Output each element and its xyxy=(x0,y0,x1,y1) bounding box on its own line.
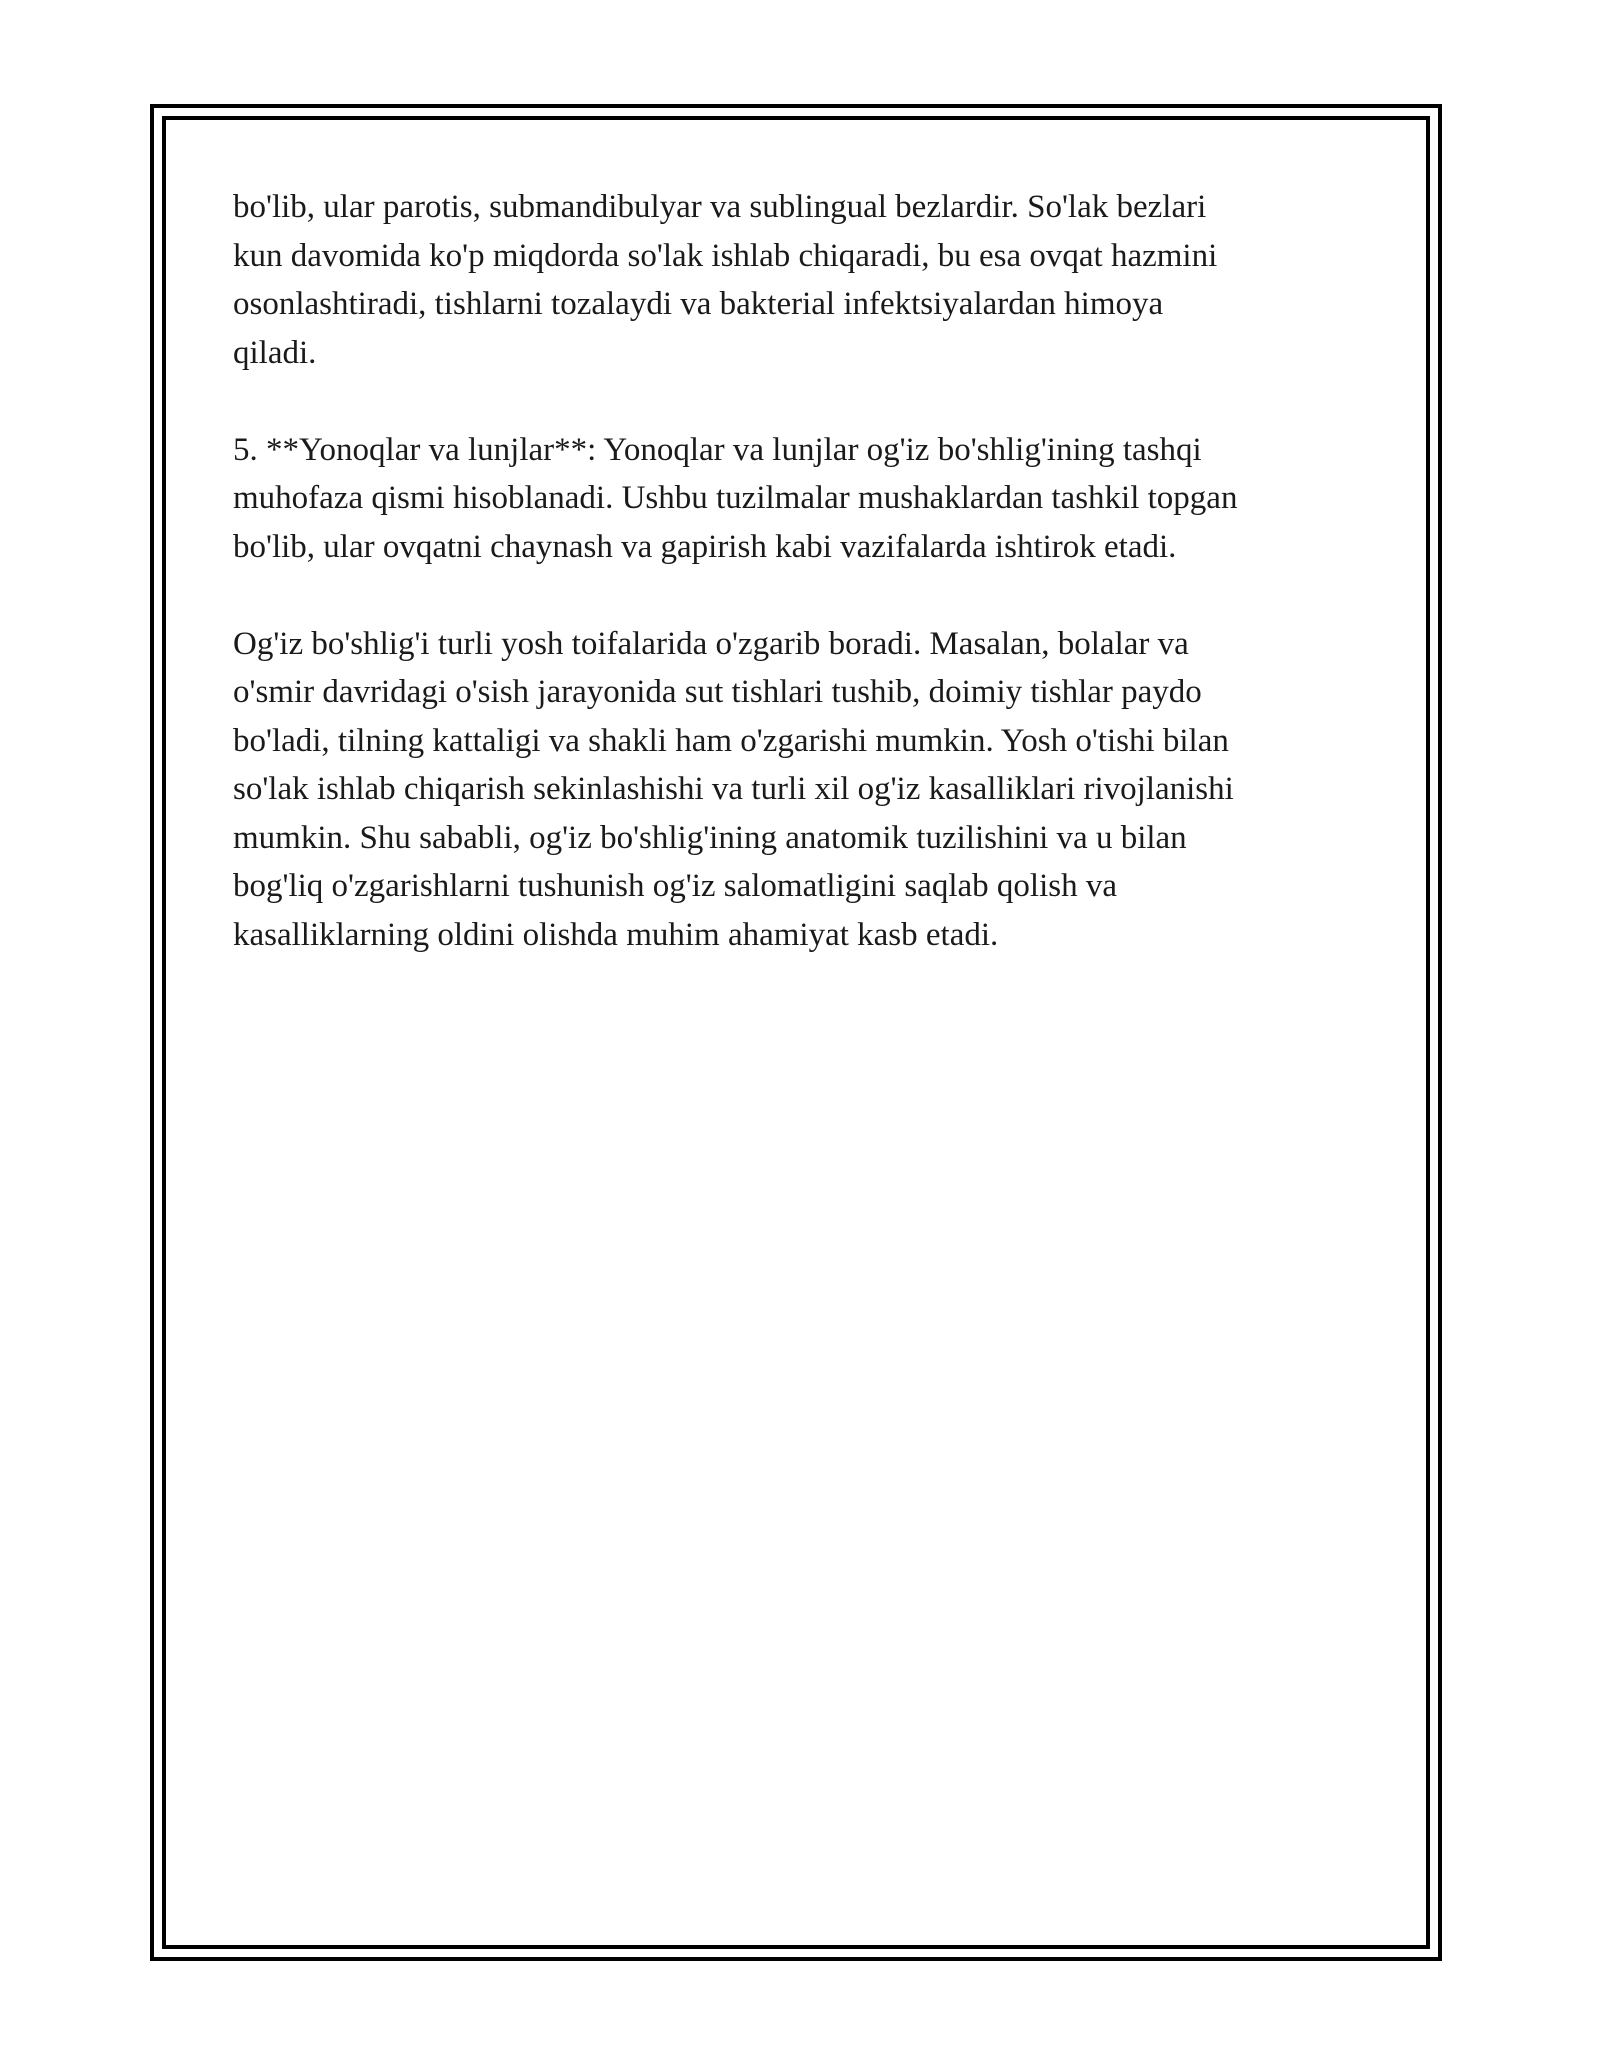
paragraph-age-changes xyxy=(233,620,1363,960)
text-line: Og'iz bo'shlig'i turli yosh toifalarida o'zgarib boradi. Masalan, bolalar va xyxy=(233,625,1189,662)
text-line: osonlashtiradi, tishlarni tozalaydi va bakterial infektsiyalardan himoya xyxy=(233,286,1164,322)
text-line: mumkin. Shu sababli, og'iz bo'shlig'ining anatomik tuzilishini va u bilan xyxy=(233,819,1187,856)
text-line: bog'liq o'zgarishlarni tushunish og'iz salomatligini saqlab qolish va xyxy=(233,868,1117,904)
paragraph-salivary-glands xyxy=(233,183,1363,377)
text-line: o'smir davridagi o'sish jarayonida sut tishlari tushib, doimiy tishlar paydo xyxy=(233,674,1202,710)
text-line: so'lak ishlab chiqarish sekinlashishi va turli xil og'iz kasalliklari rivojlanishi xyxy=(233,771,1234,807)
document-body xyxy=(233,183,1363,1008)
paragraph-cheeks xyxy=(233,426,1363,572)
text-line: 5. **Yonoqlar va lunjlar**: Yonoqlar va lunjlar og'iz bo'shlig'ining tashqi xyxy=(233,431,1202,468)
text-line: kun davomida ko'p miqdorda so'lak ishlab chiqaradi, bu esa ovqat hazmini xyxy=(233,237,1218,274)
text-line: bo'lib, ular parotis, submandibulyar va sublingual bezlardir. So'lak bezlari xyxy=(233,189,1207,225)
text-line: qiladi. xyxy=(233,334,317,371)
text-line: bo'lib, ular ovqatni chaynash va gapirish kabi vazifalarda ishtirok etadi. xyxy=(233,528,1177,565)
text-line: muhofaza qismi hisoblanadi. Ushbu tuzilmalar mushaklardan tashkil topgan xyxy=(233,480,1238,516)
text-line: bo'ladi, tilning kattaligi va shakli ham o'zgarishi mumkin. Yosh o'tishi bilan xyxy=(233,722,1229,759)
text-line: kasalliklarning oldini olishda muhim ahamiyat kasb etadi. xyxy=(233,916,999,953)
